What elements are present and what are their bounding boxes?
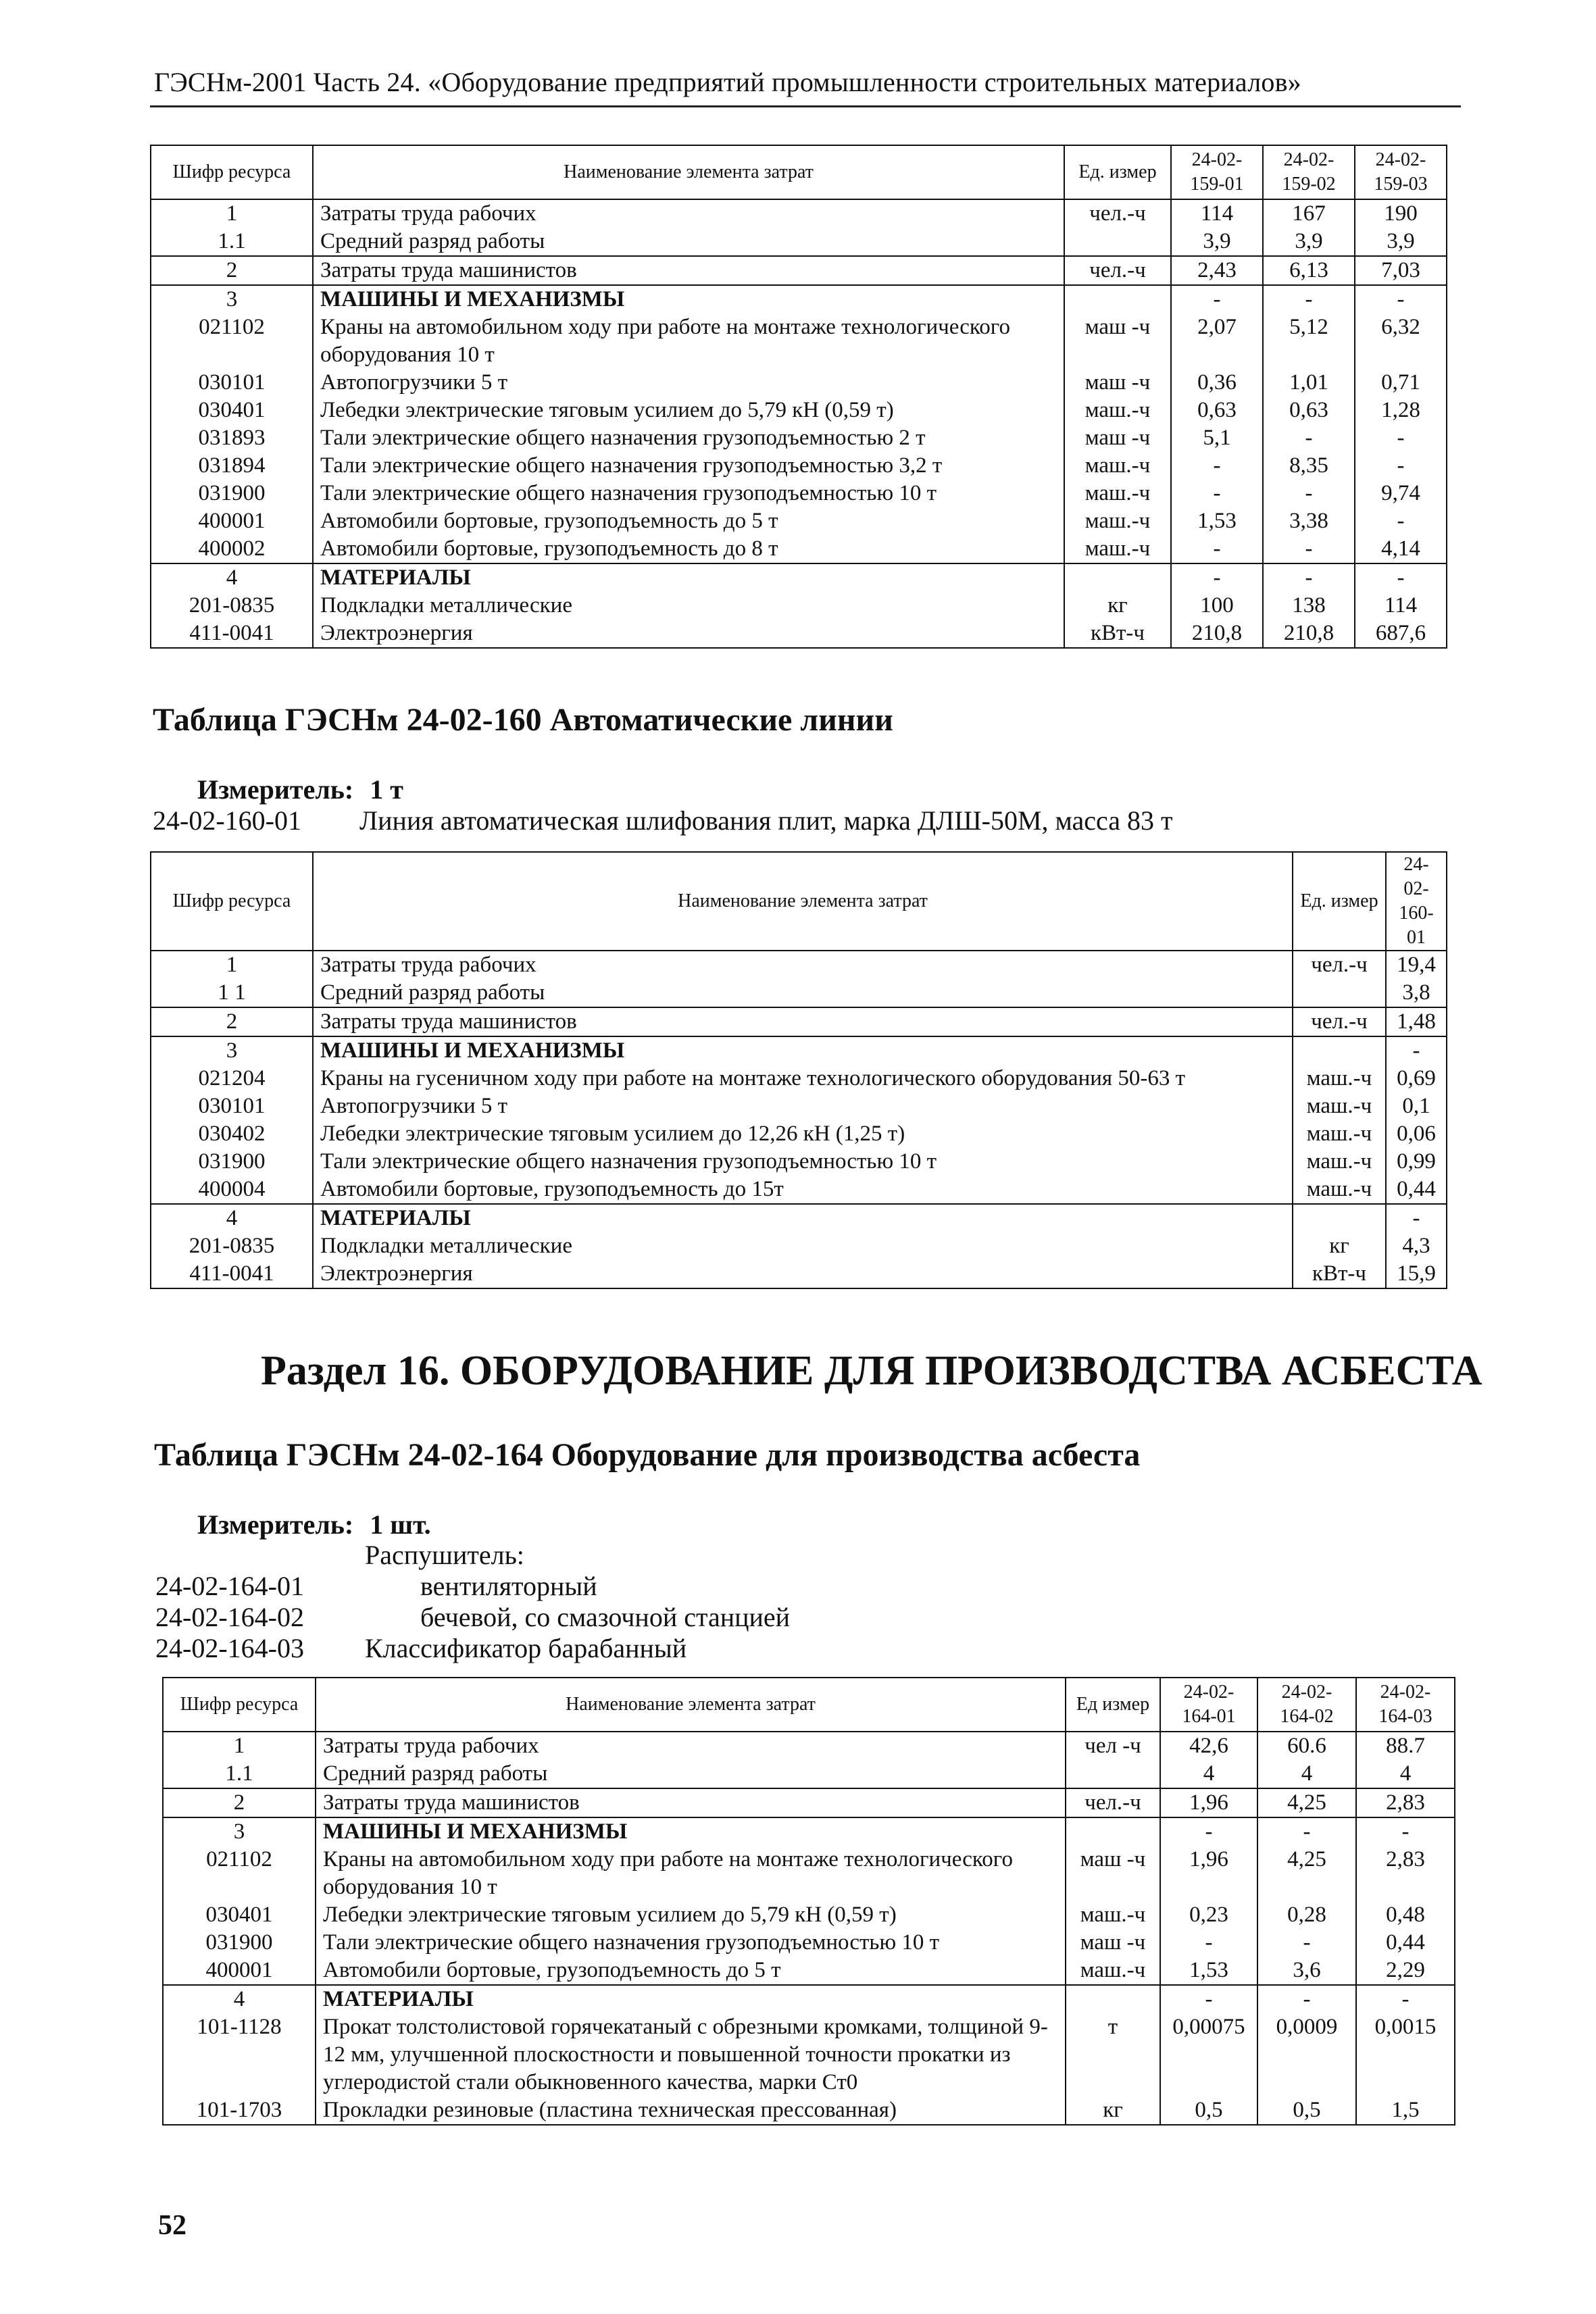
resource-name-cell: Тали электрические общего назначения грузоподъемностью 10 т — [313, 1148, 1293, 1176]
resource-code-cell: 4 — [163, 1985, 316, 2013]
table-row — [163, 1929, 1455, 1957]
value-cell: 0,0009 — [1257, 2013, 1356, 2096]
value-cell: - — [1171, 480, 1263, 507]
resource-name-cell: Прокладки резиновые (пластина техническая прессованная) — [316, 2096, 1066, 2125]
value-cell: 4 — [1356, 1760, 1455, 1788]
item-text: вентиляторный — [420, 1571, 597, 1601]
resource-name-cell: Затраты труда рабочих — [313, 199, 1064, 228]
unit-cell: маш.-ч — [1064, 507, 1171, 535]
value-cell: 210,8 — [1263, 620, 1355, 648]
table-row — [151, 620, 1447, 648]
value-cell: 2,07 — [1171, 313, 1263, 369]
table-row — [151, 1065, 1447, 1092]
measure-label: Измеритель: — [197, 774, 354, 805]
item-code: 24-02-164-03 — [155, 1633, 304, 1663]
table-160-title: Таблица ГЭСНм 24-02-160 Автоматические линии — [153, 702, 893, 738]
value-cell: 167 — [1263, 199, 1355, 228]
value-cell: 2,29 — [1356, 1957, 1455, 1985]
resource-name-cell: Затраты труда машинистов — [313, 1007, 1293, 1036]
value-cell: 0,06 — [1386, 1120, 1447, 1148]
table-row — [151, 480, 1447, 507]
table-160-item — [153, 805, 1173, 836]
unit-cell: маш.-ч — [1293, 1148, 1386, 1176]
resource-code-cell: 1.1 — [163, 1760, 316, 1788]
value-cell: 1,48 — [1386, 1007, 1447, 1036]
value-cell: 3,9 — [1171, 228, 1263, 256]
col-header-code-159-01: 24-02-159-01 — [1171, 145, 1263, 199]
value-cell: 0,23 — [1160, 1901, 1257, 1929]
resource-name-cell: Автомобили бортовые, грузоподъемность до 8 т — [313, 535, 1064, 563]
table-row — [151, 369, 1447, 397]
col-header-name: Наименование элемента затрат — [313, 852, 1293, 951]
value-cell: 4 — [1257, 1760, 1356, 1788]
unit-cell — [1066, 1817, 1160, 1846]
table-164-title: Таблица ГЭСНм 24-02-164 Оборудование для производства асбеста — [154, 1437, 1141, 1473]
table-row — [163, 1760, 1455, 1788]
resource-code-cell: 1 1 — [151, 979, 313, 1007]
table-row — [163, 1985, 1455, 2013]
value-cell: 0,0015 — [1356, 2013, 1455, 2096]
table-164-item-03 — [155, 1632, 687, 1664]
unit-cell: маш.-ч — [1066, 1957, 1160, 1985]
col-header-code: Шифр ресурса — [151, 145, 313, 199]
resource-code-cell: 411-0041 — [151, 1260, 313, 1288]
table-row — [151, 1260, 1447, 1288]
resource-code-cell: 031893 — [151, 424, 313, 452]
resource-name-cell: Лебедки электрические тяговым усилием до 5,79 кН (0,59 т) — [316, 1901, 1066, 1929]
unit-cell: маш -ч — [1066, 1929, 1160, 1957]
measure-label: Измеритель: — [197, 1509, 354, 1540]
unit-cell: кг — [1293, 1232, 1386, 1260]
resource-table-160 — [150, 851, 1447, 1289]
table-row — [151, 256, 1447, 285]
value-cell: 4,3 — [1386, 1232, 1447, 1260]
unit-cell: маш -ч — [1066, 1846, 1160, 1901]
resource-name-cell: МАТЕРИАЛЫ — [313, 1204, 1293, 1232]
page-number: 52 — [158, 2210, 186, 2241]
value-cell: 1,96 — [1160, 1846, 1257, 1901]
resource-code-cell: 3 — [163, 1817, 316, 1846]
resource-table-159 — [150, 145, 1447, 649]
value-cell: 0,63 — [1263, 397, 1355, 424]
resource-code-cell: 1 — [151, 951, 313, 979]
measure-value: 1 т — [370, 774, 403, 805]
resource-code-cell: 201-0835 — [151, 592, 313, 620]
value-cell: 5,1 — [1171, 424, 1263, 452]
resource-code-cell: 030402 — [151, 1120, 313, 1148]
table-row — [163, 2013, 1455, 2096]
value-cell: 3,9 — [1355, 228, 1447, 256]
value-cell: 4,25 — [1257, 1788, 1356, 1817]
table-row — [151, 1007, 1447, 1036]
value-cell: 7,03 — [1355, 256, 1447, 285]
value-cell: 3,38 — [1263, 507, 1355, 535]
table-row — [151, 199, 1447, 228]
value-cell: - — [1355, 424, 1447, 452]
unit-cell: маш.-ч — [1066, 1901, 1160, 1929]
unit-cell — [1064, 285, 1171, 313]
table-164-item-02 — [155, 1601, 790, 1633]
value-cell: - — [1171, 535, 1263, 563]
resource-code-cell: 030401 — [163, 1901, 316, 1929]
value-cell: 60.6 — [1257, 1732, 1356, 1760]
value-cell: 0,5 — [1160, 2096, 1257, 2125]
unit-cell — [1293, 1204, 1386, 1232]
table-row — [163, 1846, 1455, 1901]
resource-code-cell: 2 — [151, 256, 313, 285]
resource-name-cell: Подкладки металлические — [313, 592, 1064, 620]
value-cell: 88.7 — [1356, 1732, 1455, 1760]
value-cell: 100 — [1171, 592, 1263, 620]
table-164-measure — [197, 1509, 431, 1540]
value-cell: - — [1257, 1817, 1356, 1846]
value-cell: 6,32 — [1355, 313, 1447, 369]
table-row — [151, 507, 1447, 535]
unit-cell: маш.-ч — [1064, 480, 1171, 507]
item-text: бечевой, со смазочной станцией — [420, 1602, 791, 1632]
value-cell: - — [1355, 452, 1447, 480]
resource-code-cell: 030101 — [151, 369, 313, 397]
resource-code-cell: 1.1 — [151, 228, 313, 256]
value-cell: 0,00075 — [1160, 2013, 1257, 2096]
unit-cell: кВт-ч — [1064, 620, 1171, 648]
resource-name-cell: Лебедки электрические тяговым усилием до 5,79 кН (0,59 т) — [313, 397, 1064, 424]
resource-code-cell: 400001 — [163, 1957, 316, 1985]
resource-table-164 — [162, 1677, 1455, 2126]
table-row — [151, 563, 1447, 592]
value-cell: 1,53 — [1171, 507, 1263, 535]
value-cell: 1,01 — [1263, 369, 1355, 397]
unit-cell: маш -ч — [1064, 313, 1171, 369]
value-cell: 4,14 — [1355, 535, 1447, 563]
running-header: ГЭСНм-2001 Часть 24. «Оборудование предприятий промышленности строительных материалов» — [154, 67, 1301, 97]
resource-name-cell: Затраты труда машинистов — [316, 1788, 1066, 1817]
resource-name-cell: Затраты труда рабочих — [316, 1732, 1066, 1760]
value-cell: 0,63 — [1171, 397, 1263, 424]
resource-name-cell: Автомобили бортовые, грузоподъемность до 5 т — [313, 507, 1064, 535]
value-cell: 0,71 — [1355, 369, 1447, 397]
value-cell: 3,9 — [1263, 228, 1355, 256]
value-cell: - — [1386, 1204, 1447, 1232]
resource-name-cell: Электроэнергия — [313, 620, 1064, 648]
value-cell: - — [1171, 563, 1263, 592]
table-160-measure — [197, 774, 403, 805]
resource-name-cell: Автомобили бортовые, грузоподъемность до 5 т — [316, 1957, 1066, 1985]
value-cell: 0,5 — [1257, 2096, 1356, 2125]
col-header-unit: Ед измер — [1066, 1678, 1160, 1732]
resource-name-cell: Подкладки металлические — [313, 1232, 1293, 1260]
resource-code-cell: 4 — [151, 563, 313, 592]
resource-code-cell: 4 — [151, 1204, 313, 1232]
unit-cell: маш.-ч — [1293, 1120, 1386, 1148]
value-cell: 8,35 — [1263, 452, 1355, 480]
value-cell: 3,6 — [1257, 1957, 1356, 1985]
value-cell: - — [1160, 1929, 1257, 1957]
value-cell: 1,28 — [1355, 397, 1447, 424]
table-row — [151, 228, 1447, 256]
unit-cell: чел.-ч — [1293, 1007, 1386, 1036]
value-cell: - — [1171, 285, 1263, 313]
resource-code-cell: 030101 — [151, 1092, 313, 1120]
resource-name-cell: Тали электрические общего назначения грузоподъемностью 2 т — [313, 424, 1064, 452]
col-header-name: Наименование элемента затрат — [313, 145, 1064, 199]
col-header-code-159-03: 24-02-159-03 — [1355, 145, 1447, 199]
resource-code-cell: 2 — [163, 1788, 316, 1817]
unit-cell: маш -ч — [1064, 424, 1171, 452]
unit-cell: кВт-ч — [1293, 1260, 1386, 1288]
resource-code-cell: 031900 — [151, 480, 313, 507]
value-cell: 1,5 — [1356, 2096, 1455, 2125]
table-row — [151, 1204, 1447, 1232]
table-row — [151, 1092, 1447, 1120]
value-cell: 138 — [1263, 592, 1355, 620]
value-cell: - — [1257, 1985, 1356, 2013]
unit-cell — [1293, 1036, 1386, 1065]
value-cell: 114 — [1171, 199, 1263, 228]
table-row — [151, 452, 1447, 480]
unit-cell: т — [1066, 2013, 1160, 2096]
table-row — [163, 1901, 1455, 1929]
item-text: Линия автоматическая шлифования плит, марка ДЛШ-50М, масса 83 т — [359, 805, 1173, 836]
value-cell: - — [1263, 563, 1355, 592]
unit-cell: маш.-ч — [1064, 397, 1171, 424]
resource-name-cell: Затраты труда рабочих — [313, 951, 1293, 979]
table-row — [151, 285, 1447, 313]
table-row — [151, 951, 1447, 979]
col-header-code-164-02: 24-02-164-02 — [1257, 1678, 1356, 1732]
unit-cell — [1066, 1985, 1160, 2013]
resource-code-cell: 400004 — [151, 1176, 313, 1204]
value-cell: - — [1263, 535, 1355, 563]
resource-name-cell: Прокат толстолистовой горячекатаный с обрезными кромками, толщиной 9-12 мм, улучшенной плоскостности и повышенной точности прокатки из углеродистой стали обыкновенного качества, марки Ст0 — [316, 2013, 1066, 2096]
value-cell: - — [1171, 452, 1263, 480]
value-cell: - — [1356, 1817, 1455, 1846]
unit-cell: маш.-ч — [1293, 1176, 1386, 1204]
resource-code-cell: 031900 — [163, 1929, 316, 1957]
resource-code-cell: 3 — [151, 1036, 313, 1065]
col-header-code-160-01: 24-02-160-01 — [1386, 852, 1447, 951]
value-cell: 0,1 — [1386, 1092, 1447, 1120]
table-row — [151, 1120, 1447, 1148]
value-cell: 42,6 — [1160, 1732, 1257, 1760]
unit-cell: чел.-ч — [1066, 1788, 1160, 1817]
table-row — [151, 1036, 1447, 1065]
unit-cell: маш.-ч — [1064, 535, 1171, 563]
resource-code-cell: 1 — [151, 199, 313, 228]
table-row — [151, 313, 1447, 369]
table-row — [151, 1148, 1447, 1176]
resource-code-cell: 021204 — [151, 1065, 313, 1092]
resource-code-cell: 400002 — [151, 535, 313, 563]
group-label: Распушитель: — [365, 1540, 524, 1570]
resource-name-cell: Средний разряд работы — [313, 228, 1064, 256]
table-row — [151, 979, 1447, 1007]
value-cell: - — [1263, 285, 1355, 313]
resource-name-cell: Электроэнергия — [313, 1260, 1293, 1288]
resource-name-cell: МАШИНЫ И МЕХАНИЗМЫ — [313, 285, 1064, 313]
resource-code-cell: 101-1128 — [163, 2013, 316, 2096]
value-cell: - — [1355, 507, 1447, 535]
resource-code-cell: 411-0041 — [151, 620, 313, 648]
resource-code-cell: 031900 — [151, 1148, 313, 1176]
resource-code-cell: 2 — [151, 1007, 313, 1036]
value-cell: 0,48 — [1356, 1901, 1455, 1929]
value-cell: 190 — [1355, 199, 1447, 228]
unit-cell — [1064, 563, 1171, 592]
table-164-item-01 — [155, 1570, 597, 1602]
col-header-unit: Ед. измер — [1064, 145, 1171, 199]
table-row — [163, 1732, 1455, 1760]
resource-name-cell: МАШИНЫ И МЕХАНИЗМЫ — [313, 1036, 1293, 1065]
measure-value: 1 шт. — [370, 1509, 431, 1540]
table-row — [151, 1176, 1447, 1204]
value-cell: 0,99 — [1386, 1148, 1447, 1176]
item-code: 24-02-164-02 — [155, 1602, 304, 1632]
item-code: 24-02-164-01 — [155, 1571, 304, 1601]
value-cell: 0,36 — [1171, 369, 1263, 397]
value-cell: 19,4 — [1386, 951, 1447, 979]
value-cell: 687,6 — [1355, 620, 1447, 648]
table-row — [151, 397, 1447, 424]
value-cell: 0,44 — [1386, 1176, 1447, 1204]
resource-name-cell: Лебедки электрические тяговым усилием до 12,26 кН (1,25 т) — [313, 1120, 1293, 1148]
unit-cell: чел.-ч — [1293, 951, 1386, 979]
unit-cell: маш -ч — [1064, 369, 1171, 397]
value-cell: 0,44 — [1356, 1929, 1455, 1957]
value-cell: 15,9 — [1386, 1260, 1447, 1288]
item-code: 24-02-160-01 — [153, 805, 301, 836]
value-cell: 5,12 — [1263, 313, 1355, 369]
value-cell: 4,25 — [1257, 1846, 1356, 1901]
resource-name-cell: Краны на гусеничном ходу при работе на монтаже технологического оборудования 50-63 т — [313, 1065, 1293, 1092]
unit-cell — [1293, 979, 1386, 1007]
resource-name-cell: Автопогрузчики 5 т — [313, 1092, 1293, 1120]
resource-name-cell: МАТЕРИАЛЫ — [316, 1985, 1066, 2013]
value-cell: - — [1160, 1817, 1257, 1846]
value-cell: 1,53 — [1160, 1957, 1257, 1985]
resource-name-cell: МАТЕРИАЛЫ — [313, 563, 1064, 592]
header-divider — [150, 105, 1461, 107]
value-cell: - — [1355, 563, 1447, 592]
resource-code-cell: 1 — [163, 1732, 316, 1760]
table-row — [151, 1232, 1447, 1260]
resource-name-cell: Автомобили бортовые, грузоподъемность до 15т — [313, 1176, 1293, 1204]
unit-cell: маш.-ч — [1293, 1065, 1386, 1092]
value-cell: - — [1257, 1929, 1356, 1957]
value-cell: 2,83 — [1356, 1788, 1455, 1817]
unit-cell — [1066, 1760, 1160, 1788]
resource-name-cell: Тали электрические общего назначения грузоподъемностью 10 т — [316, 1929, 1066, 1957]
section-16-title: Раздел 16. ОБОРУДОВАНИЕ ДЛЯ ПРОИЗВОДСТВА АСБЕСТА — [261, 1348, 1482, 1394]
value-cell: - — [1160, 1985, 1257, 2013]
value-cell: 2,43 — [1171, 256, 1263, 285]
unit-cell: кг — [1066, 2096, 1160, 2125]
col-header-code-164-01: 24-02-164-01 — [1160, 1678, 1257, 1732]
value-cell: 6,13 — [1263, 256, 1355, 285]
table-row — [151, 424, 1447, 452]
resource-name-cell: Краны на автомобильном ходу при работе на монтаже технологического оборудования 10 т — [313, 313, 1064, 369]
col-header-unit: Ед. измер — [1293, 852, 1386, 951]
unit-cell: чел.-ч — [1064, 256, 1171, 285]
resource-code-cell: 030401 — [151, 397, 313, 424]
table-row — [163, 2096, 1455, 2125]
col-header-code: Шифр ресурса — [151, 852, 313, 951]
value-cell: - — [1356, 1985, 1455, 2013]
unit-cell: маш.-ч — [1064, 452, 1171, 480]
unit-cell: чел -ч — [1066, 1732, 1160, 1760]
value-cell: - — [1263, 480, 1355, 507]
value-cell: 4 — [1160, 1760, 1257, 1788]
unit-cell: маш.-ч — [1293, 1092, 1386, 1120]
unit-cell — [1064, 228, 1171, 256]
resource-code-cell: 101-1703 — [163, 2096, 316, 2125]
col-header-code: Шифр ресурса — [163, 1678, 316, 1732]
value-cell: 3,8 — [1386, 979, 1447, 1007]
item-text: Классификатор барабанный — [365, 1633, 687, 1663]
resource-name-cell: Автопогрузчики 5 т — [313, 369, 1064, 397]
resource-name-cell: Тали электрические общего назначения грузоподъемностью 3,2 т — [313, 452, 1064, 480]
col-header-code-164-03: 24-02-164-03 — [1356, 1678, 1455, 1732]
resource-code-cell: 031894 — [151, 452, 313, 480]
value-cell: 9,74 — [1355, 480, 1447, 507]
table-row — [151, 592, 1447, 620]
value-cell: 0,28 — [1257, 1901, 1356, 1929]
value-cell: - — [1355, 285, 1447, 313]
resource-name-cell: Средний разряд работы — [316, 1760, 1066, 1788]
unit-cell: кг — [1064, 592, 1171, 620]
col-header-name: Наименование элемента затрат — [316, 1678, 1066, 1732]
value-cell: 0,69 — [1386, 1065, 1447, 1092]
resource-code-cell: 3 — [151, 285, 313, 313]
resource-code-cell: 021102 — [163, 1846, 316, 1901]
resource-name-cell: МАШИНЫ И МЕХАНИЗМЫ — [316, 1817, 1066, 1846]
value-cell: - — [1386, 1036, 1447, 1065]
resource-name-cell: Краны на автомобильном ходу при работе на монтаже технологического оборудования 10 т — [316, 1846, 1066, 1901]
table-row — [151, 535, 1447, 563]
table-row — [163, 1957, 1455, 1985]
resource-code-cell: 021102 — [151, 313, 313, 369]
value-cell: 114 — [1355, 592, 1447, 620]
resource-code-cell: 201-0835 — [151, 1232, 313, 1260]
col-header-code-159-02: 24-02-159-02 — [1263, 145, 1355, 199]
resource-name-cell: Средний разряд работы — [313, 979, 1293, 1007]
value-cell: 210,8 — [1171, 620, 1263, 648]
table-row — [163, 1788, 1455, 1817]
resource-name-cell: Тали электрические общего назначения грузоподъемностью 10 т — [313, 480, 1064, 507]
resource-code-cell: 400001 — [151, 507, 313, 535]
table-row — [163, 1817, 1455, 1846]
value-cell: 2,83 — [1356, 1846, 1455, 1901]
value-cell: 1,96 — [1160, 1788, 1257, 1817]
resource-name-cell: Затраты труда машинистов — [313, 256, 1064, 285]
unit-cell: чел.-ч — [1064, 199, 1171, 228]
value-cell: - — [1263, 424, 1355, 452]
